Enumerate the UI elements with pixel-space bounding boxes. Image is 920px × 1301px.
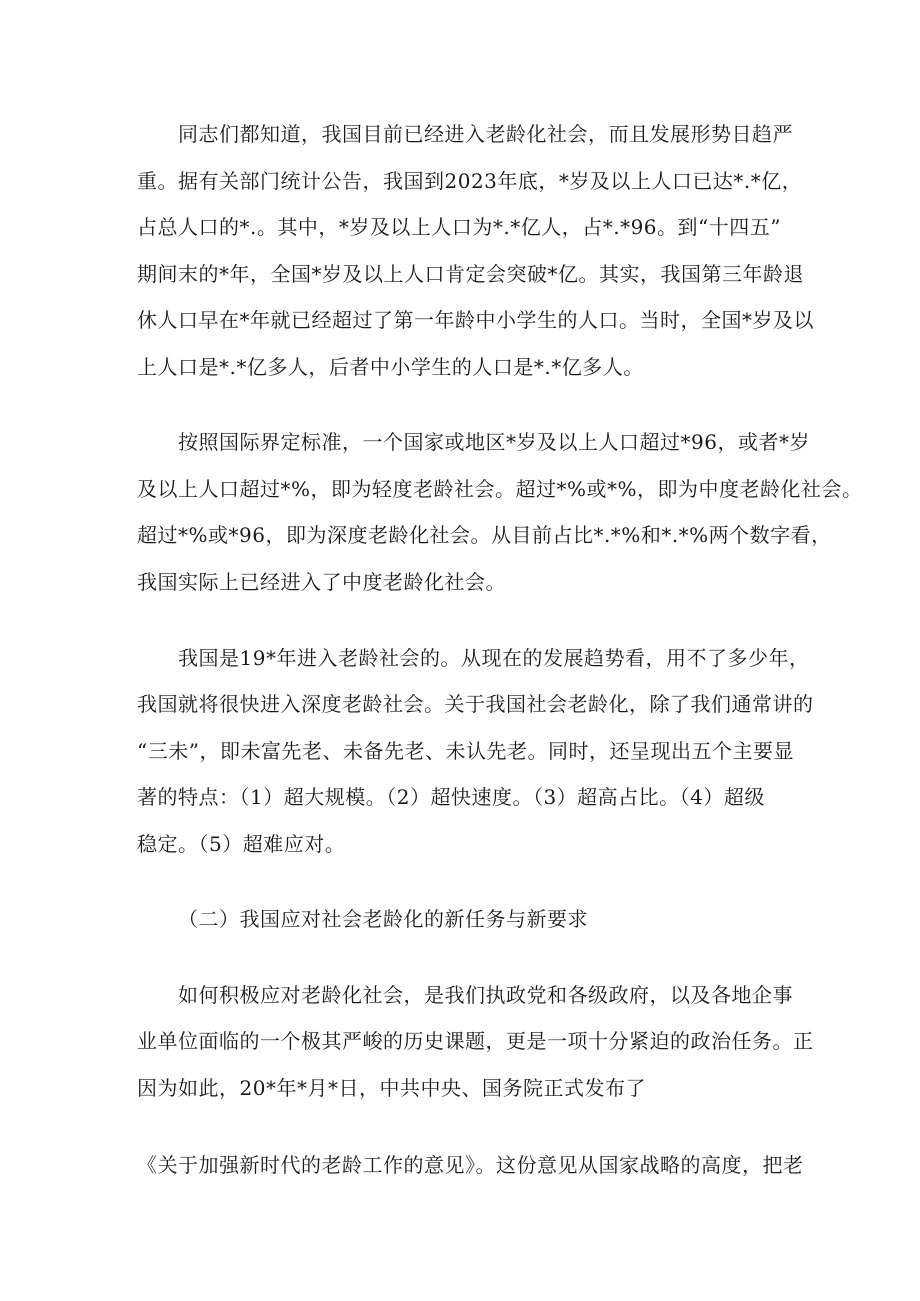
paragraph-3-line-4: 著的特点：（1）超大规模。（2）超快速度。（3）超高占比。（4）超级 xyxy=(137,785,765,809)
paragraph-5-line-1: 《关于加强新时代的老龄工作的意见》。这份意见从国家战略的高度，把老 xyxy=(137,1153,804,1177)
paragraph-3-line-5: 稳定。（5）超难应对。 xyxy=(137,832,346,856)
paragraph-1-line-2: 重。据有关部门统计公告，我国到2023年底，*岁及以上人口已达*.*亿， xyxy=(137,169,803,193)
paragraph-1-line-5: 休人口早在*年就已经超过了第一年龄中小学生的人口。当时，全国*岁及以 xyxy=(137,308,814,332)
paragraph-3-line-1: 我国是19*年进入老龄社会的。从现在的发展趋势看，用不了多少年， xyxy=(178,646,810,670)
paragraph-1-line-6: 上人口是*.*亿多人，后者中小学生的人口是*.*亿多人。 xyxy=(137,355,644,379)
paragraph-1-line-4: 期间末的*年，全国*岁及以上人口肯定会突破*亿。其实，我国第三年龄退 xyxy=(137,262,804,286)
paragraph-4-line-3: 因为如此，20*年*月*日，中共中央、国务院正式发布了 xyxy=(137,1076,646,1100)
paragraph-2-line-1: 按照国际界定标准，一个国家或地区*岁及以上人口超过*96，或者*岁 xyxy=(178,430,810,454)
paragraph-4-line-2: 业单位面临的一个极其严峻的历史课题，更是一项十分紧迫的政治任务。正 xyxy=(137,1029,814,1053)
paragraph-1-line-1: 同志们都知道，我国目前已经进入老龄化社会，而且发展形势日趋严 xyxy=(178,122,793,146)
paragraph-3-line-3: “三未”，即未富先老、未备先老、未认先老。同时，还呈现出五个主要显 xyxy=(137,739,794,763)
paragraph-2-line-4: 我国实际上已经进入了中度老龄化社会。 xyxy=(137,570,506,594)
section-heading: （二）我国应对社会老龄化的新任务与新要求 xyxy=(178,907,588,931)
paragraph-1-line-3: 占总人口的*.。其中，*岁及以上人口为*.*亿人，占*.*96。到“十四五” xyxy=(137,215,781,239)
paragraph-4-line-1: 如何积极应对老龄化社会，是我们执政党和各级政府，以及各地企事 xyxy=(178,983,793,1007)
paragraph-2-line-3: 超过*%或*96，即为深度老龄化社会。从目前占比*.*%和*.*%两个数字看， xyxy=(137,523,832,547)
paragraph-2-line-2: 及以上人口超过*%，即为轻度老龄社会。超过*%或*%，即为中度老龄化社会。 xyxy=(137,477,863,501)
paragraph-3-line-2: 我国就将很快进入深度老龄社会。关于我国社会老龄化，除了我们通常讲的 xyxy=(137,692,814,716)
